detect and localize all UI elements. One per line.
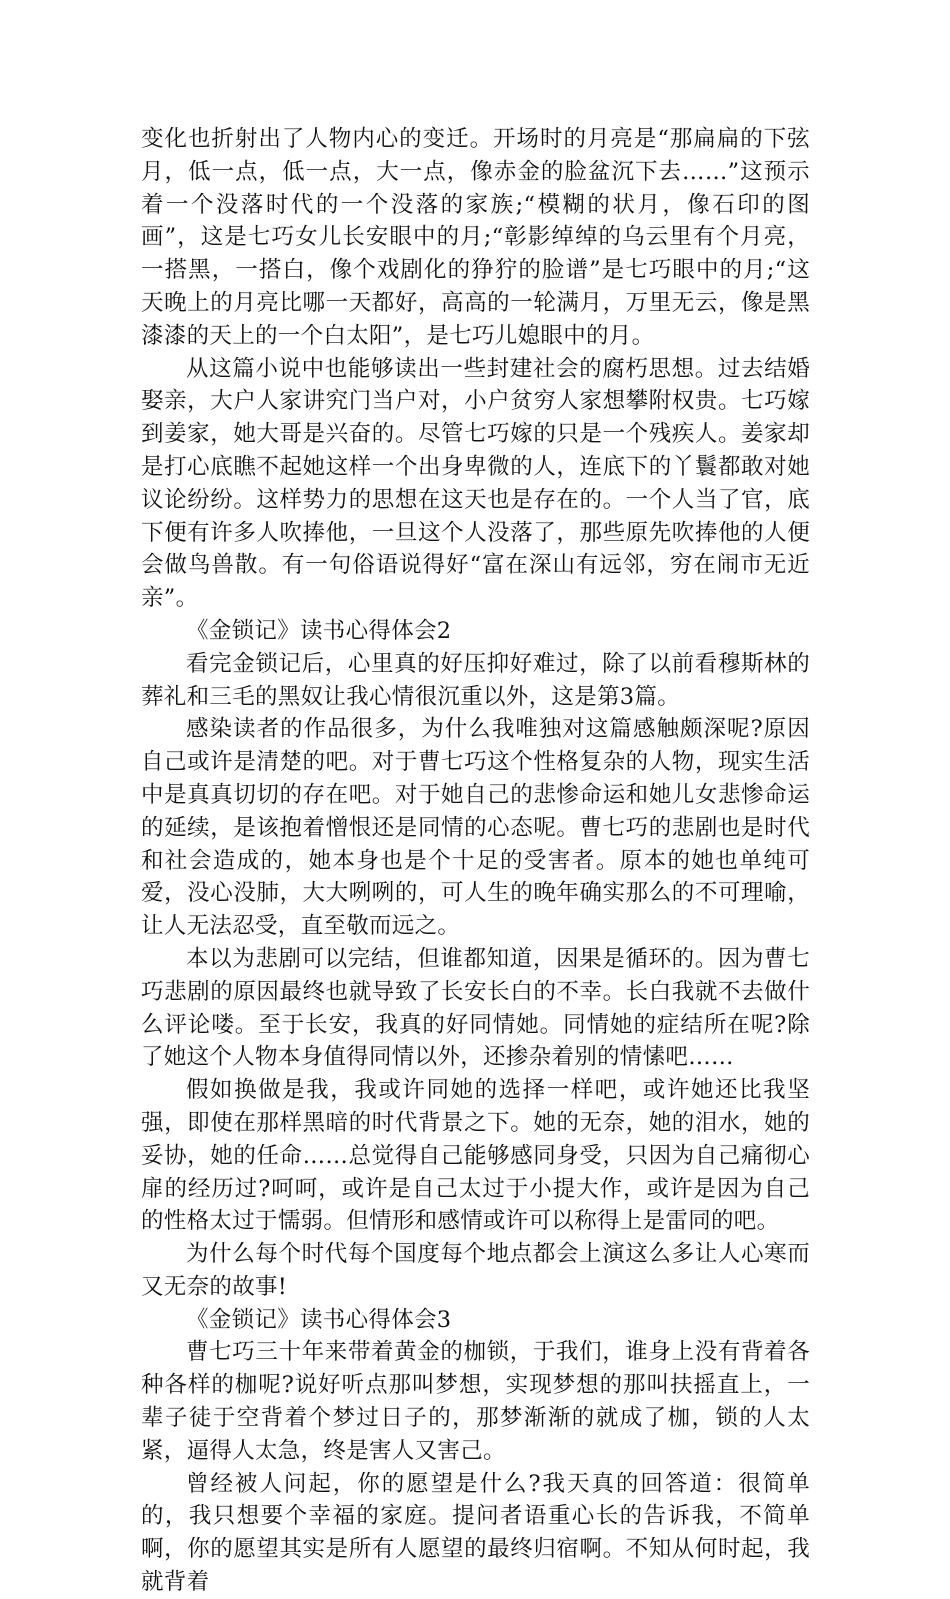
- paragraph-golden-cangue: 曹七巧三十年来带着黄金的枷锁，于我们，谁身上没有背着各种各样的枷呢?说好听点那叫梦想，实现梦想的那叫扶摇直上，一辈子徒于空背着个梦过日子的，那梦渐渐的就成了枷，锁的人太紧，逼得人太急，终是害人又害己。: [141, 1339, 810, 1464]
- paragraph-my-wish: 曾经被人问起，你的愿望是什么?我天真的回答道：很简单的，我只想要个幸福的家庭。提问者语重心长的告诉我，不简单啊，你的愿望其实是所有人愿望的最终归宿啊。不知从何时起，我就背着: [141, 1470, 810, 1596]
- section-heading-2: 《金锁记》读书心得体会2: [186, 617, 452, 644]
- paragraph-why-touched: 感染读者的作品很多，为什么我唯独对这篇感触颇深呢?原因自己或许是清楚的吧。对于曹七巧这个性格复杂的人物，现实生活中是真真切切的存在吧。对于她自己的悲惨命运和她儿女悲惨命运的延续，是该抱着憎恨还是同情的心态呢。曹七巧的悲剧也是时代和社会造成的，她本身也是个十足的受害者。原本的她也单纯可爱，没心没肺，大大咧咧的，可人生的晚年确实那么的不可理喻，让人无法忍受，直至敬而远之。: [141, 716, 810, 940]
- document-body: [141, 123, 810, 1599]
- paragraph-if-me: 假如换做是我，我或许同她的选择一样吧，或许她还比我坚强，即使在那样黑暗的时代背景之下。她的无奈，她的泪水，她的妥协，她的任命……总觉得自己能够感同身受，只因为自己痛彻心扉的经历过?呵呵，或许是自己太过于小提大作，或许是因为自己的性格太过于懦弱。但情形和感情或许可以称得上是雷同的吧。: [141, 1077, 810, 1235]
- section-heading-3: 《金锁记》读书心得体会3: [186, 1306, 452, 1333]
- paragraph-why-every-era: 为什么每个时代每个国度每个地点都会上演这么多让人心寒而又无奈的故事!: [141, 1241, 810, 1300]
- paragraph-after-reading: 看完金锁记后，心里真的好压抑好难过，除了以前看穆斯林的葬礼和三毛的黑奴让我心情很沉重以外，这是第3篇。: [141, 650, 810, 710]
- paragraph-moon-imagery: 变化也折射出了人物内心的变迁。开场时的月亮是“那扁扁的下弦月，低一点，低一点，大一点，像赤金的脸盆沉下去……”这预示着一个没落时代的一个没落的家族;“模糊的状月，像石印的图画”，这是七巧女儿长安眼中的月;“彰影绰绰的乌云里有个月亮，一搭黑，一搭白，像个戏剧化的狰狞的脸谱”是七巧眼中的月;“这天晚上的月亮比哪一天都好，高高的一轮满月，万里无云，像是黑漆漆的天上的一个白太阳”，是七巧儿媳眼中的月。: [141, 126, 810, 349]
- paragraph-feudal-thought: 从这篇小说中也能够读出一些封建社会的腐朽思想。过去结婚娶亲，大户人家讲究门当户对，小户贫穷人家想攀附权贵。七巧嫁到姜家，她大哥是兴奋的。尽管七巧嫁的只是一个残疾人。姜家却是打心底瞧不起她这样一个出身卑微的人，连底下的丫鬟都敢对她议论纷纷。这样势力的思想在这天也是存在的。一个人当了官，底下便有许多人吹捧他，一旦这个人没落了，那些原先吹捧他的人便会做鸟兽散。有一句俗语说得好“富在深山有远邻，穷在闹市无近亲”。: [141, 355, 810, 612]
- paragraph-tragedy-cycle: 本以为悲剧可以完结，但谁都知道，因果是循环的。因为曹七巧悲剧的原因最终也就导致了长安长白的不幸。长白我就不去做什么评论喽。至于长安，我真的好同情她。同情她的症结所在呢?除了她这个人物本身值得同情以外，还掺杂着别的情愫吧……: [141, 945, 810, 1071]
